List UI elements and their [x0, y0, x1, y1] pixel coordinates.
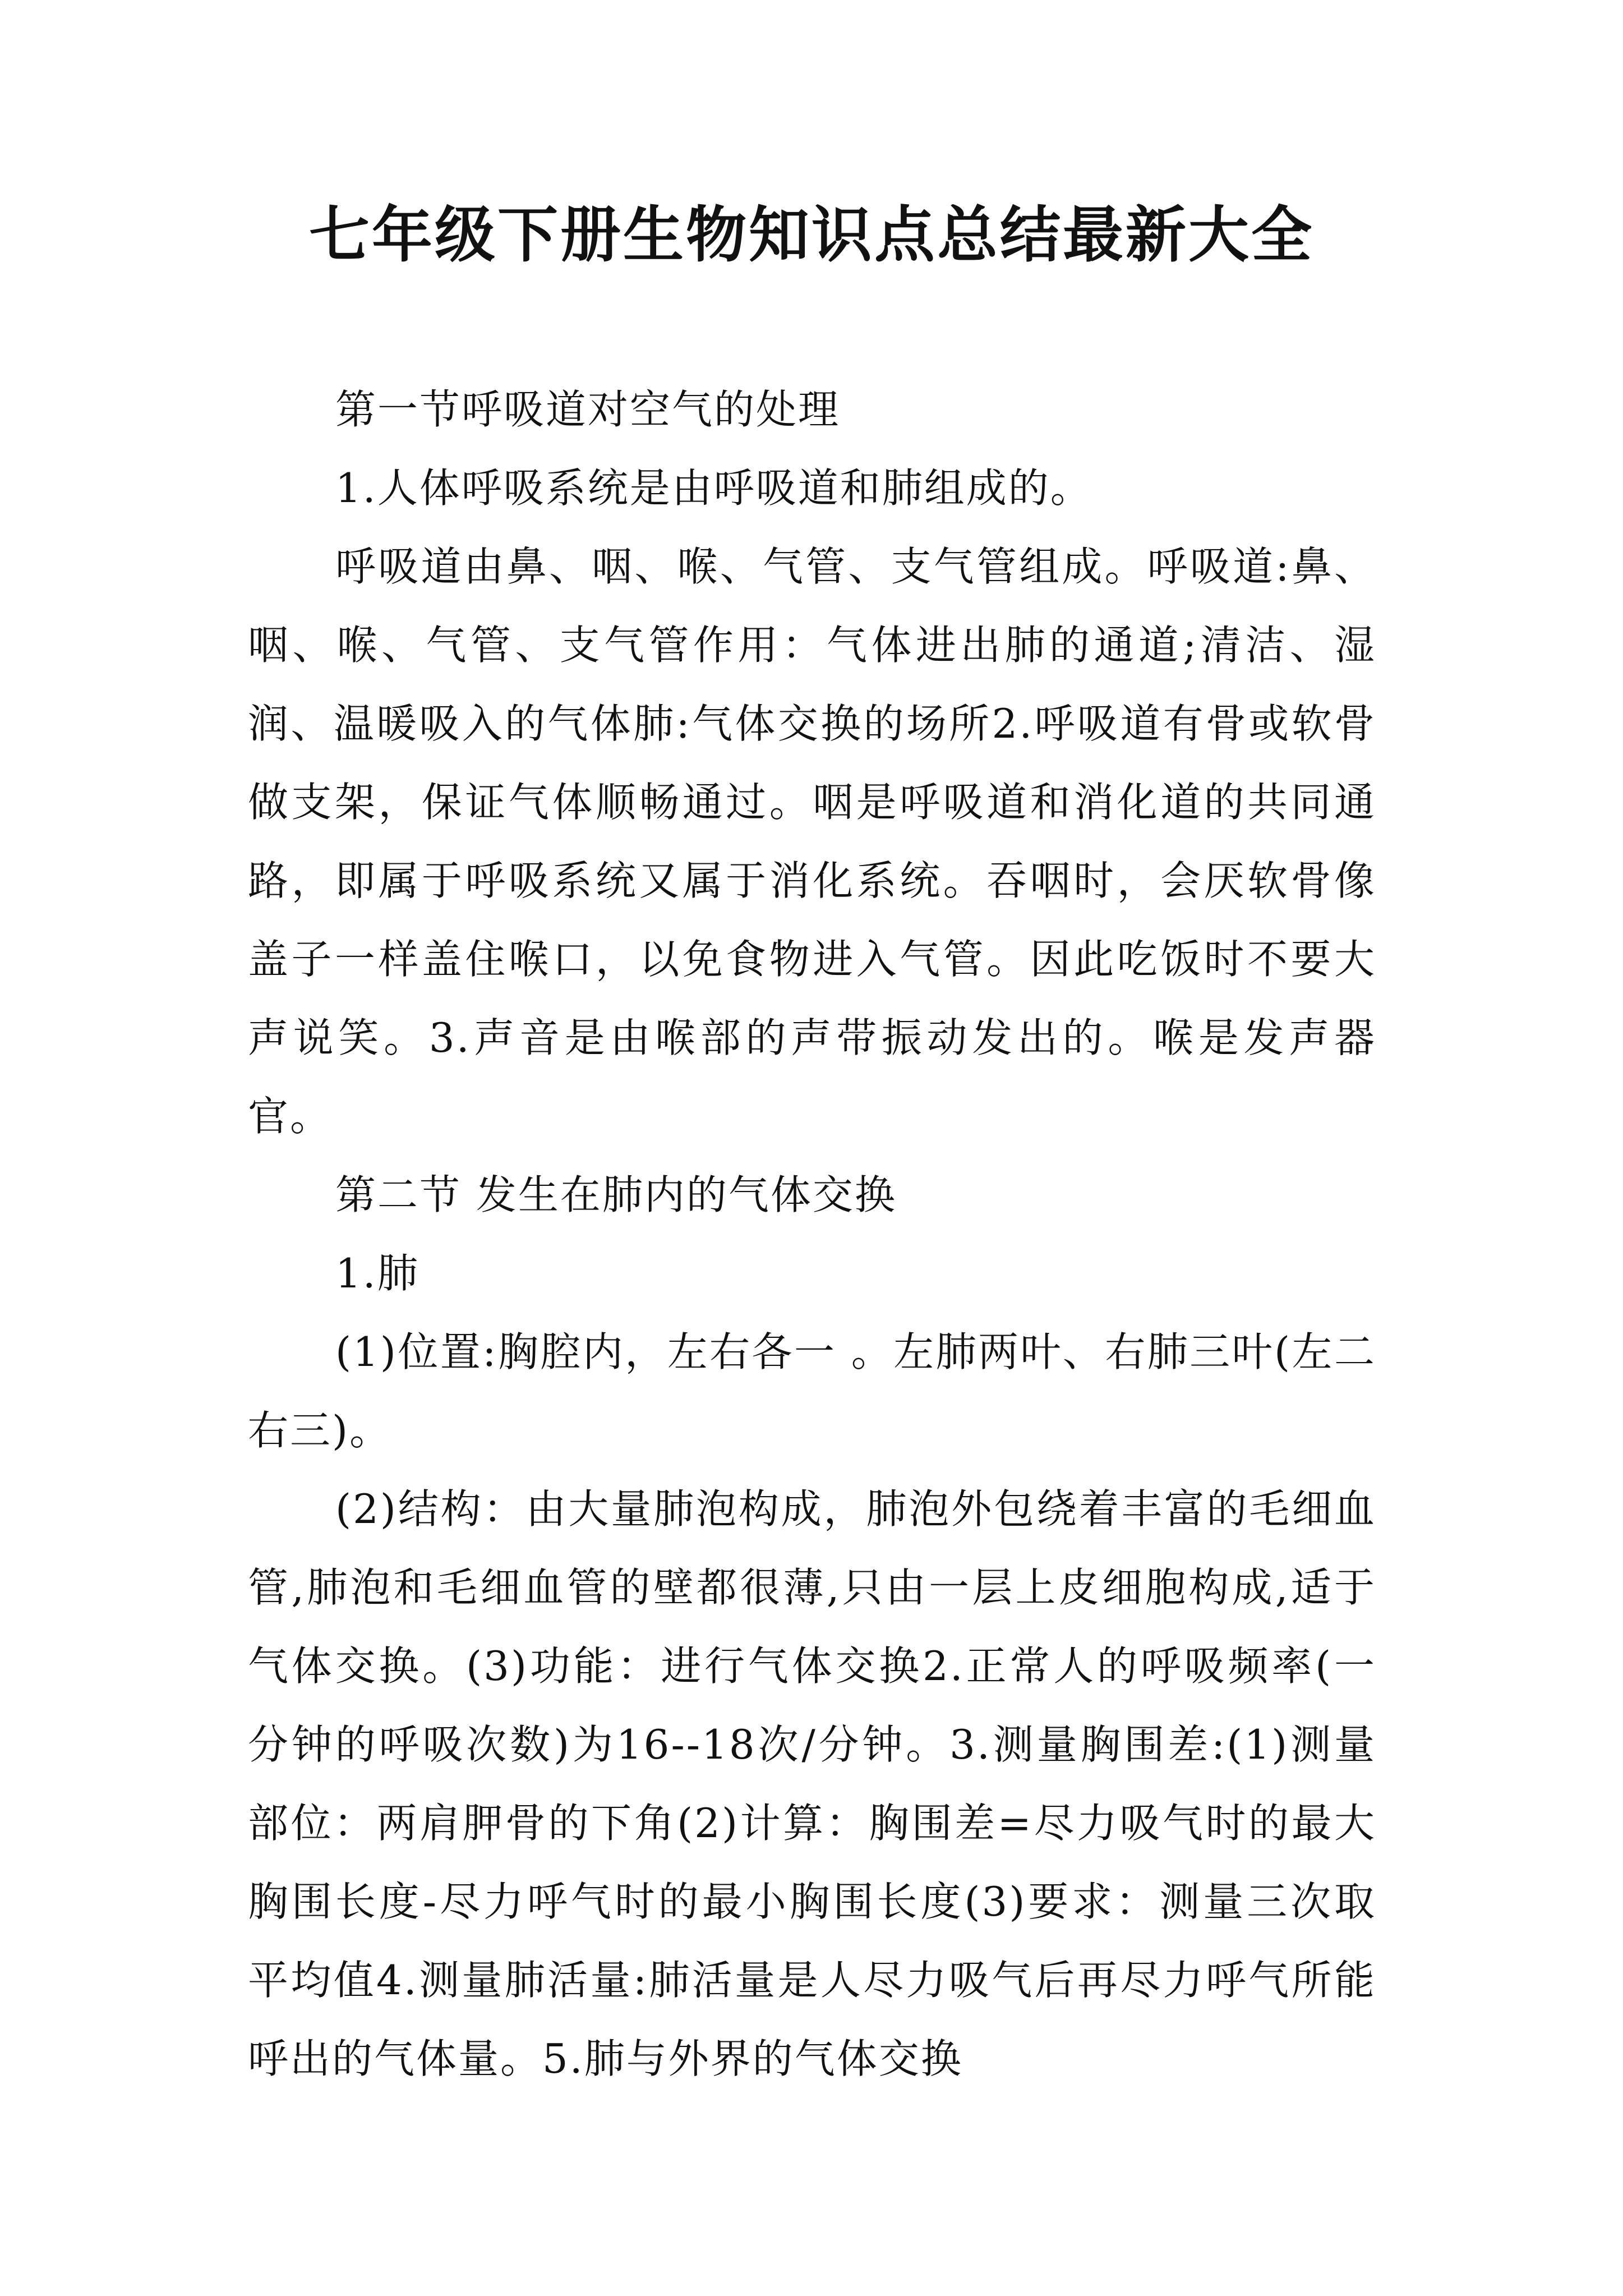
section-heading-2: 第二节 发生在肺内的气体交换	[335, 1171, 897, 1218]
section-heading-1: 第一节呼吸道对空气的处理	[335, 386, 841, 433]
paragraph: (2)结构：由大量肺泡构成，肺泡外包绕着丰富的毛细血管,肺泡和毛细血管的壁都很薄,只由一层上皮细胞构成,适于气体交换。(3)功能：进行气体交换2.正常人的呼吸频率(一分钟的呼吸次数)为16--18次/分钟。3.测量胸围差:(1)测量部位：两肩胛骨的下角(2)计算：胸围差=尽力吸气时的最大胸围长度-尽力呼气时的最小胸围长度(3)要求：测量三次取平均值4.测量肺活量:肺活量是人尽力吸气后再尽力呼气所能呼出的气体量。5.肺与外界的气体交换	[248, 1485, 1376, 2082]
paragraph: 1.肺	[335, 1250, 419, 1297]
paragraph: 呼吸道由鼻、咽、喉、气管、支气管组成。呼吸道:鼻、咽、喉、气管、支气管作用：气体进出肺的通道;清洁、湿润、温暖吸入的气体肺:气体交换的场所2.呼吸道有骨或软骨做支架，保证气体顺畅通过。咽是呼吸道和消化道的共同通路，即属于呼吸系统又属于消化系统。吞咽时，会厌软骨像盖子一样盖住喉口，以免食物进入气管。因此吃饭时不要大声说笑。3.声音是由喉部的声带振动发出的。喉是发声器官。	[248, 543, 1376, 1140]
document-body	[248, 370, 1376, 2098]
paragraph: (1)位置:胸腔内，左右各一 。左肺两叶、右肺三叶(左二右三)。	[248, 1328, 1376, 1454]
document-title: 七年级下册生物知识点总结最新大全	[308, 200, 1314, 270]
paragraph: 1.人体呼吸系统是由呼吸道和肺组成的。	[335, 464, 1092, 512]
